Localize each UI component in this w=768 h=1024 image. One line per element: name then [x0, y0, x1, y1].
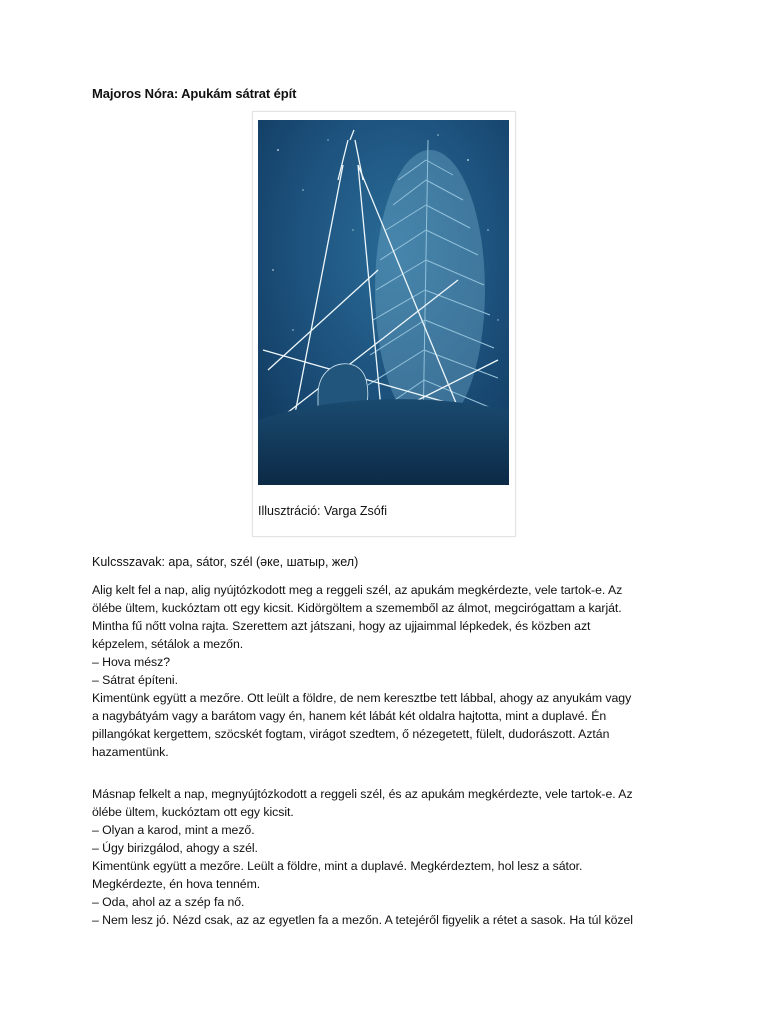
text-line: – Olyan a karod, mint a mező.: [92, 823, 255, 837]
text-line: pillangókat kergettem, szöcskét fogtam, virágot szedtem, ő nézegetett, fülelt, dudorászott. Aztán: [92, 727, 610, 741]
keywords-line: Kulcsszavak: apa, sátor, szél (әке, шатыр, жел): [92, 555, 359, 569]
night-tent-illustration: [258, 120, 509, 485]
text-line: Alig kelt fel a nap, alig nyújtózkodott meg a reggeli szél, az apukám megkérdezte, vele tartok-e. Az: [92, 583, 623, 597]
document-title: Majoros Nóra: Apukám sátrat épít: [92, 86, 297, 101]
text-line: képzelem, sétálok a mezőn.: [92, 637, 244, 651]
text-line: – Nem lesz jó. Nézd csak, az az egyetlen fa a mezőn. A tetejéről figyelik a rétet a sasok. Ha túl közel: [92, 913, 633, 927]
text-line: Kimentünk együtt a mezőre. Leült a földre, mint a duplavé. Megkérdeztem, hol lesz a sátor.: [92, 859, 583, 873]
text-line: Mintha fű nőtt volna rajta. Szerettem azt játszani, hogy az ujjaimmal lépkedek, és közben azt: [92, 619, 591, 633]
figure-card: [252, 111, 516, 537]
text-line: – Oda, ahol az a szép fa nő.: [92, 895, 245, 909]
illustration-image: [258, 120, 509, 485]
text-line: Kimentünk együtt a mezőre. Ott leült a földre, de nem keresztbe tett lábbal, ahogy az anyukám vagy: [92, 691, 632, 705]
story-section-2: [92, 785, 682, 929]
figure-caption: Illusztráció: Varga Zsófi: [258, 504, 387, 518]
text-line: Másnap felkelt a nap, megnyújtózkodott a reggeli szél, és az apukám megkérdezte, vele tartok-e. Az: [92, 787, 633, 801]
text-line: a nagybátyám vagy a barátom vagy én, hanem két lábát két oldalra hajtotta, mint a duplavé. Én: [92, 709, 607, 723]
text-line: hazamentünk.: [92, 745, 169, 759]
text-line: – Sátrat építeni.: [92, 673, 178, 687]
text-line: ölébe ültem, kuckóztam ott egy kicsit.: [92, 805, 294, 819]
text-line: – Hova mész?: [92, 655, 170, 669]
text-line: ölébe ültem, kuckóztam ott egy kicsit. Kidörgöltem a szememből az álmot, megcirógattam a karját.: [92, 601, 622, 615]
hill: [258, 399, 509, 485]
text-line: – Úgy birizgálod, ahogy a szél.: [92, 841, 258, 855]
story-section-1: [92, 581, 682, 761]
text-line: Megkérdezte, én hova tenném.: [92, 877, 261, 891]
